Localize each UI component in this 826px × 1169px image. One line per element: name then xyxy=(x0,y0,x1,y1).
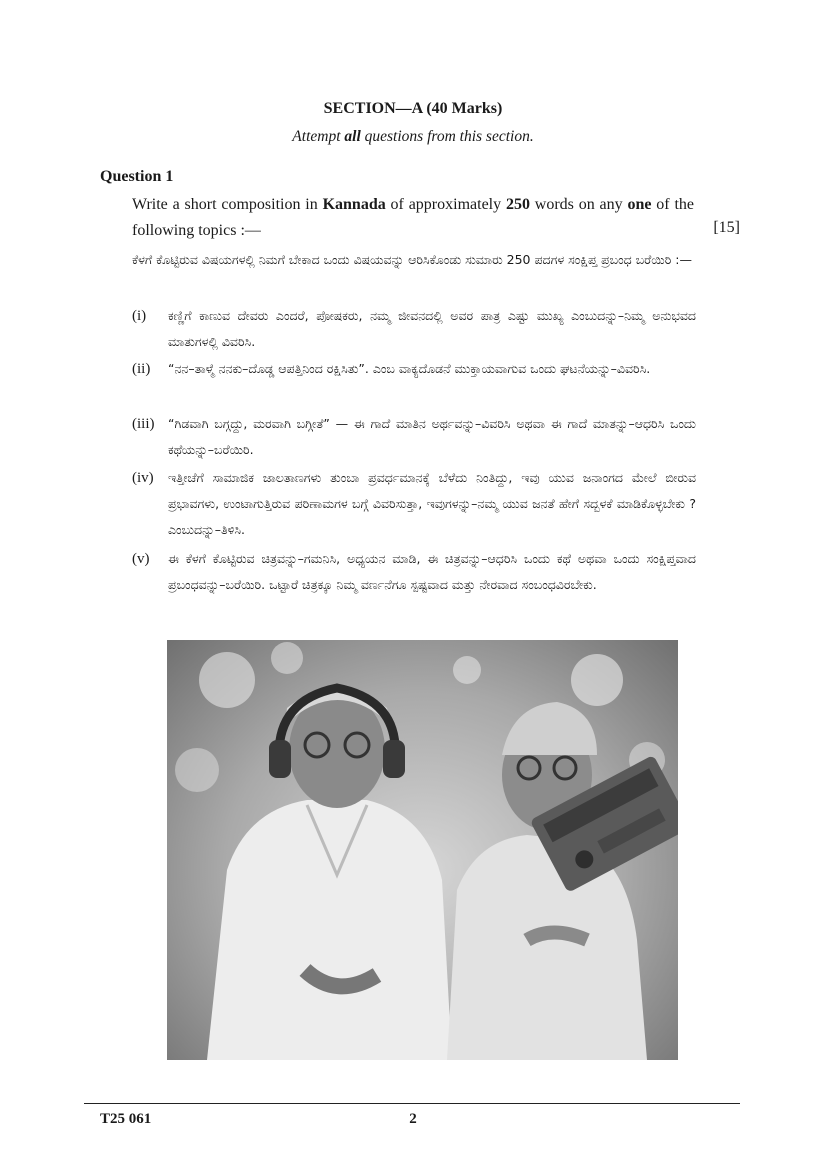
option-text: ಕಣ್ಣಿಗೆ ಕಾಣುವ ದೇವರು ಎಂದರೆ, ಪೋಷಕರು, ನಮ್ಮ ಜೀವನದಲ್ಲಿ ಅವರ ಪಾತ್ರ ಎಷ್ಟು ಮುಖ್ಯ ಎಂಬುದನ್ನು–ನಿಮ್ಮ ಅನುಭವದ ಮಾತುಗಳಲ್ಲಿ ವಿವರಿಸಿ. xyxy=(168,308,696,349)
option-text: ಈ ಕೆಳಗೆ ಕೊಟ್ಟಿರುವ ಚಿತ್ರವನ್ನು–ಗಮನಿಸಿ, ಅಧ್ಯಯನ ಮಾಡಿ, ಈ ಚಿತ್ರವನ್ನು–ಆಧರಿಸಿ ಒಂದು ಕಥೆ ಅಥವಾ ಒಂದು ಸಂಕ್ಷಿಪ್ತವಾದ ಪ್ರಬಂಧವನ್ನು–ಬರೆಯಿರಿ. ಒಟ್ಟಾರೆ ಚಿತ್ರಕ್ಕೂ ನಿಮ್ಮ ವರ್ಣನೆಗೂ ಸ್ಪಷ್ಟವಾದ ಮತ್ತು ನೇರವಾದ ಸಂಬಂಧವಿರಬೇಕು. xyxy=(168,551,696,592)
instruction-pre: Attempt xyxy=(292,128,345,145)
kannada-instruction: ಕೆಳಗೆ ಕೊಟ್ಟಿರುವ ವಿಷಯಗಳಲ್ಲಿ ನಿಮಗೆ ಬೇಕಾದ ಒಂದು ವಿಷಯವನ್ನು ಆರಿಸಿಕೊಂಡು ಸುಮಾರು 250 ಪದಗಳ ಸಂಕ್ಷಿಪ್ತ ಪ್ರಬಂಧ ಬರೆಯಿರಿ :— xyxy=(132,252,692,267)
photo-illustration xyxy=(167,640,678,1060)
option-number: (i) xyxy=(132,308,147,324)
page-number: 2 xyxy=(409,1111,417,1127)
marks-label: [15] xyxy=(713,219,740,236)
instruction-post: questions from this section. xyxy=(360,128,534,145)
question-intro xyxy=(132,192,694,244)
option-number: (iv) xyxy=(132,470,154,486)
intro-part-1: Write a short composition in xyxy=(132,196,323,213)
intro-part-2: of approximately xyxy=(385,196,506,213)
option-number: (ii) xyxy=(132,361,151,377)
intro-language: Kannada xyxy=(322,196,386,213)
option-number: (v) xyxy=(132,551,150,567)
footer-rule xyxy=(84,1103,740,1104)
question-heading: Question 1 xyxy=(100,168,174,185)
option-number: (iii) xyxy=(132,416,155,432)
intro-word-count: 250 xyxy=(505,196,530,213)
instruction-bold: all xyxy=(344,128,361,145)
section-title: SECTION—A (40 Marks) xyxy=(323,100,503,117)
option-text: “ಗಿಡವಾಗಿ ಬಗ್ಗದ್ದು, ಮರವಾಗಿ ಬಗ್ಗೀತೆ” — ಈ ಗಾದೆ ಮಾತಿನ ಅರ್ಥವನ್ನು–ವಿವರಿಸಿ ಅಥವಾ ಈ ಗಾದೆ ಮಾತನ್ನು–ಆಧರಿಸಿ ಒಂದು ಕಥೆಯನ್ನು–ಬರೆಯಿರಿ. xyxy=(168,416,696,457)
elderly-couple-photo xyxy=(167,640,678,1060)
paper-code: T25 061 xyxy=(100,1111,152,1127)
option-text: ಇತ್ತೀಚೆಗೆ ಸಾಮಾಜಿಕ ಜಾಲತಾಣಗಳು ತುಂಬಾ ಪ್ರವರ್ಧಮಾನಕ್ಕೆ ಬೆಳೆದು ನಿಂತಿದ್ದು, ಇವು ಯುವ ಜನಾಂಗದ ಮೇಲೆ ಬೀರುವ ಪ್ರಭಾವಗಳು, ಉಂಟಾಗುತ್ತಿರುವ ಪರಿಣಾಮಗಳ ಬಗ್ಗೆ ವಿವರಿಸುತ್ತಾ, ಇವುಗಳನ್ನು–ನಮ್ಮ ಯುವ ಜನತೆ ಹೇಗೆ ಸದ್ಬಳಕೆ ಮಾಡಿಕೊಳ್ಳಬೇಕು ? ಎಂಬುದನ್ನು–ತಿಳಿಸಿ. xyxy=(168,470,696,537)
intro-one: one xyxy=(627,196,652,213)
intro-part-4: of the following topics :— xyxy=(132,196,695,239)
section-instruction xyxy=(0,128,826,146)
intro-part-3: words on any xyxy=(529,196,628,213)
option-text: “ನನ–ತಾಳ್ಮೆ ನನಕು–ದೊಡ್ಡ ಆಪತ್ತಿನಿಂದ ರಕ್ಷಿಸಿತು”. ಎಂಬ ವಾಕ್ಯದೊಡನೆ ಮುಕ್ತಾಯವಾಗುವ ಒಂದು ಘಟನೆಯನ್ನು–ವಿವರಿಸಿ. xyxy=(168,361,651,376)
